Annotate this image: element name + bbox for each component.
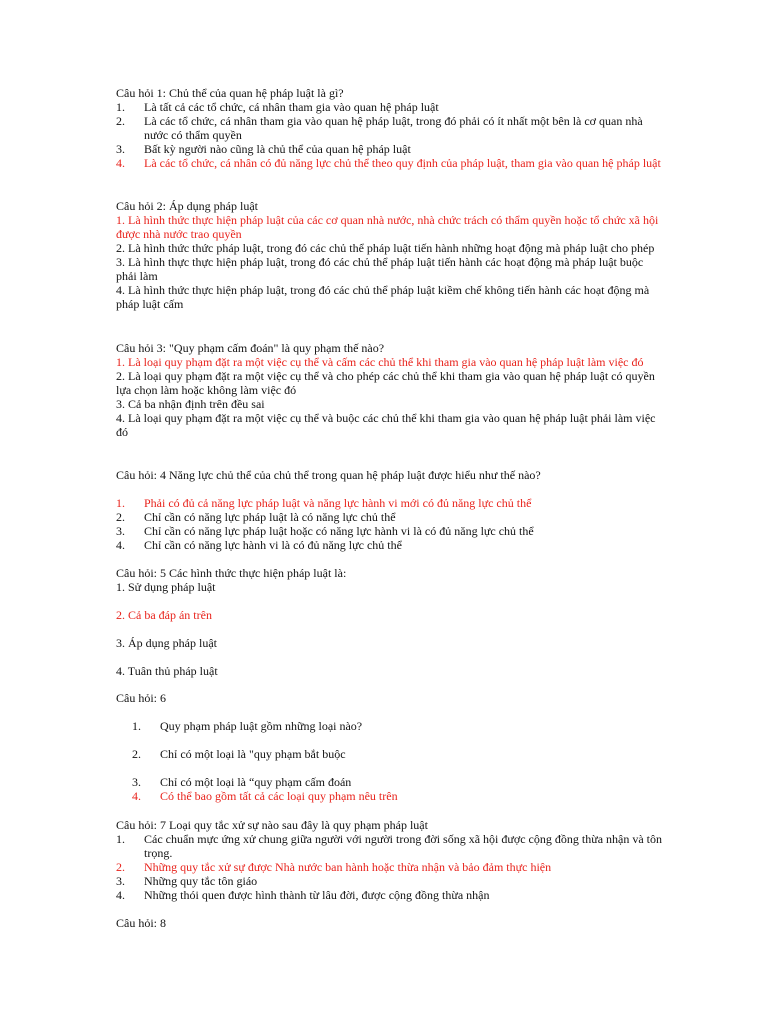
correct-answer-option: 4. Là các tổ chức, cá nhân có đủ năng lực chủ thể theo quy định của pháp luật, tham gia vào quan hệ pháp luật — [116, 156, 661, 170]
answer-option: 4. Là hình thức thực hiện pháp luật, trong đó các chủ thể pháp luật kiềm chế không tiến hành các hoạt động mà pháp luật cấm — [116, 283, 650, 311]
answer-option: 4. Tuân thủ pháp luật — [116, 664, 218, 678]
question-1 — [116, 86, 664, 170]
question-2 — [116, 199, 664, 311]
question-title: Câu hỏi 1: Chủ thể của quan hệ pháp luật là gì? — [116, 86, 344, 100]
correct-answer-option: 1. Phải có đủ cả năng lực pháp luật và năng lực hành vi mới có đủ năng lực chủ thể — [116, 496, 532, 510]
question-title: Câu hỏi: 7 Loại quy tắc xử sự nào sau đây là quy phạm pháp luật — [116, 818, 428, 832]
answer-option: 3. Cả ba nhận định trên đều sai — [116, 397, 265, 411]
question-title: Câu hỏi 2: Áp dụng pháp luật — [116, 199, 258, 213]
answer-option: 1. Sử dụng pháp luật — [116, 580, 216, 594]
correct-answer-option: 4. Có thể bao gồm tất cả các loại quy phạm nêu trên — [132, 789, 398, 803]
answer-option: 3. Chỉ có một loại là “quy phạm cấm đoán — [132, 775, 352, 789]
answer-option: 1. Là tất cả các tổ chức, cá nhân tham gia vào quan hệ pháp luật — [116, 100, 439, 114]
correct-answer-option: 1. Là loại quy phạm đặt ra một việc cụ thể và cấm các chủ thể khi tham gia vào quan hệ pháp luật làm việc đó — [116, 355, 644, 369]
answer-option: 2. Là loại quy phạm đặt ra một việc cụ thể và cho phép các chủ thể khi tham gia vào quan hệ pháp luật có quyền lựa chọn làm hoặc không làm việc đó — [116, 369, 655, 397]
answer-option: 4. Là loại quy phạm đặt ra một việc cụ thể và buộc các chủ thể khi tham gia vào quan hệ pháp luật phải làm việc đó — [116, 411, 656, 439]
correct-answer-option: 2. Cả ba đáp án trên — [116, 608, 212, 622]
answer-option: 3. Bất kỳ người nào cũng là chủ thể của quan hệ pháp luật — [116, 142, 411, 156]
question-6 — [116, 691, 664, 803]
answer-option: 3. Là hình thực thực hiện pháp luật, trong đó các chủ thể pháp luật tiến hành các hoạt động mà pháp luật buộc phải làm — [116, 255, 644, 283]
correct-answer-option: 2. Những quy tắc xử sự được Nhà nước ban hành hoặc thừa nhận và bảo đảm thực hiện — [116, 860, 552, 874]
question-5 — [116, 566, 664, 678]
answer-option: 2. Chỉ có một loại là "quy phạm bắt buộc — [132, 747, 346, 761]
answer-option: 2. Là hình thức thức pháp luật, trong đó các chủ thể pháp luật tiến hành những hoạt động mà pháp luật cho phép — [116, 241, 655, 255]
question-8 — [116, 916, 664, 930]
question-title: Câu hỏi: 5 Các hình thức thực hiện pháp luật là: — [116, 566, 347, 580]
correct-answer-option: 1. Là hình thức thực hiện pháp luật của các cơ quan nhà nước, nhà chức trách có thẩm quyền hoặc tổ chức xã hội được nhà nước trao quyền — [116, 213, 659, 241]
question-7 — [116, 818, 664, 902]
answer-option: 4. Những thói quen được hình thành từ lâu đời, được cộng đồng thừa nhận — [116, 888, 490, 902]
answer-option: 1. Các chuẩn mực ứng xử chung giữa người với người trong đời sống xã hội được cộng đồng thừa nhận và tôn trọng. — [116, 832, 663, 860]
answer-option: 2. Là các tổ chức, cá nhân tham gia vào quan hệ pháp luật, trong đó phải có ít nhất một bên là cơ quan nhà nước có thẩm quyền — [116, 114, 643, 142]
question-title: Câu hỏi: 6 — [116, 691, 166, 705]
answer-option: 3. Áp dụng pháp luật — [116, 636, 217, 650]
question-title: Câu hỏi 3: "Quy phạm cấm đoán" là quy phạm thế nào? — [116, 341, 385, 355]
question-title: Câu hỏi: 4 Năng lực chủ thể của chủ thể trong quan hệ pháp luật được hiểu như thế nào? — [116, 468, 541, 482]
question-title: Câu hỏi: 8 — [116, 916, 166, 930]
question-4 — [116, 468, 664, 552]
answer-option: 2. Chỉ cần có năng lực pháp luật là có năng lực chủ thể — [116, 510, 396, 524]
question-3 — [116, 341, 664, 439]
answer-option: 4. Chỉ cần có năng lực hành vi là có đủ năng lực chủ thể — [116, 538, 402, 552]
answer-option: 3. Chỉ cần có năng lực pháp luật hoặc có năng lực hành vi là có đủ năng lực chủ thể — [116, 524, 534, 538]
answer-option: 1. Quy phạm pháp luật gồm những loại nào? — [132, 719, 363, 733]
answer-option: 3. Những quy tắc tôn giáo — [116, 874, 258, 888]
